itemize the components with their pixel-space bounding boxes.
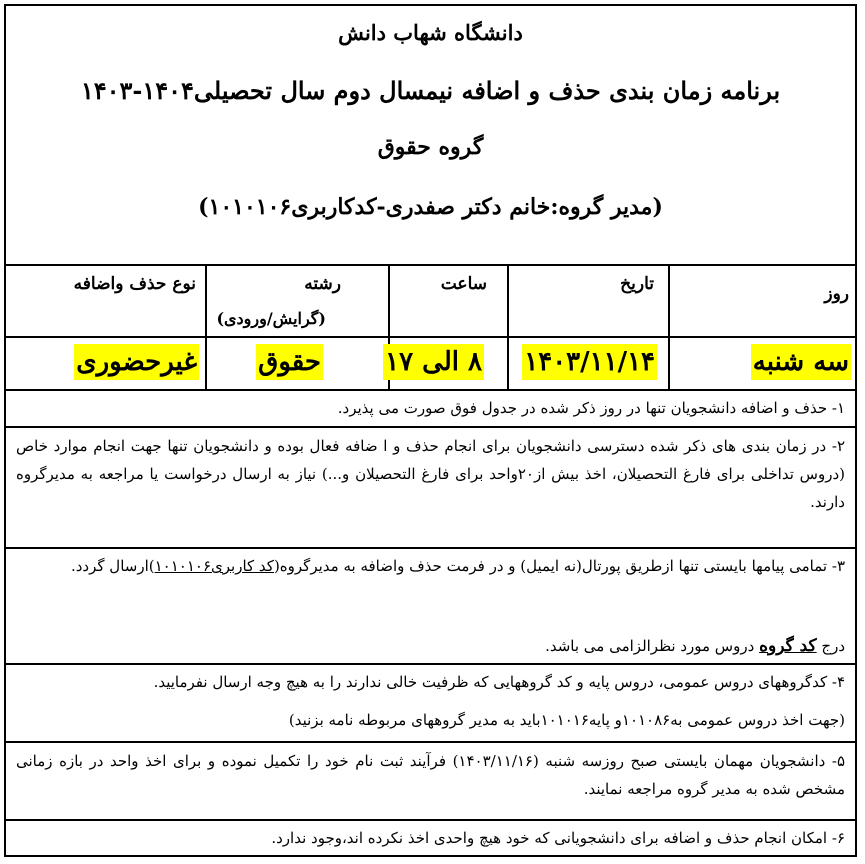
header-time: ساعت	[440, 274, 487, 294]
field-value: حقوق	[256, 344, 323, 380]
note-6: ۶- امکان انجام حذف و اضافه برای دانشجویانی که خود هیچ واحدی اخذ نکرده اند،وجود ندارد.	[271, 829, 845, 847]
note-3-code: کد کاربری۱۰۱۰۱۰۶	[154, 557, 274, 575]
note-5: ۵- دانشجویان مهمان بایستی صبح روزسه شنبه (۱۴۰۳/۱۱/۱۶) فرآیند ثبت نام خود را تکمیل نموده و برای اخذ واحد در بازه زمانی مشخص شده به مدیر گروه مراجعه نمایند.	[16, 752, 845, 798]
cell-date	[522, 344, 657, 380]
cell-type	[74, 344, 199, 380]
cell-day	[751, 344, 851, 380]
time-value: ۸ الی ۱۷	[383, 344, 484, 380]
cell-time	[383, 344, 484, 380]
divider	[6, 741, 855, 743]
divider	[6, 389, 855, 391]
day-value: سه شنبه	[751, 344, 851, 380]
column-divider	[205, 264, 207, 389]
note-2: ۲- در زمان بندی های ذکر شده دسترسی دانشجویان برای انجام حذف و ا ضافه فعال بوده و دانشجویان تنها جهت انجام موارد خاص (دروس تداخلی برای فارغ التحصیلان، اخذ بیش از۲۰واحد برای فارغ التحصیلان و...) نیاز به ارسال درخواست یا مراجعه به مدیرگروه دارند.	[16, 437, 846, 511]
note-3c-group-code: کد گروه	[759, 636, 817, 656]
date-value: ۱۴۰۳/۱۱/۱۴	[522, 344, 657, 380]
note-3-text: ۳- تمامی پیامها بایستی تنها ازطریق پورتال(نه ایمیل) و در فرمت حذف واضافه به مدیرگروه(	[273, 557, 845, 575]
schedule-sheet	[4, 4, 857, 857]
divider	[6, 819, 855, 821]
header-date: تاریخ	[620, 274, 654, 294]
header-field-sub: (گرایش/ورودی)	[216, 309, 326, 328]
program-title: برنامه زمان بندی حذف و اضافه نیمسال دوم سال تحصیلی۱۴۰۴-۱۴۰۳	[80, 76, 781, 105]
note-3	[16, 552, 845, 580]
column-divider	[507, 264, 509, 389]
divider	[6, 336, 855, 338]
university-title: دانشگاه شهاب دانش	[338, 20, 523, 45]
header-type: نوع حذف واضافه	[73, 274, 196, 294]
divider	[6, 426, 855, 428]
header-day: روز	[824, 284, 849, 304]
note-4: ۴- کدگروههای دروس عمومی، دروس پایه و کد گروههایی که ظرفیت خالی ندارند را به هیچ وجه ارسال نفرمایید.	[153, 673, 845, 691]
note-1: ۱- حذف و اضافه دانشجویان تنها در روز ذکر شده در جدول فوق صورت می پذیرد.	[337, 399, 845, 417]
note-4-detail: (جهت اخذ دروس عمومی به۱۰۱۰۸۶و پایه۱۰۱۰۱۶باید به مدیر گروههای مربوطه نامه بزنید)	[288, 711, 845, 729]
note-3c-prefix: درج	[821, 637, 845, 655]
note-3-group-code	[16, 632, 845, 660]
divider	[6, 663, 855, 665]
divider	[6, 547, 855, 549]
note-3c-suffix: دروس مورد نظرالزامی می باشد.	[545, 637, 755, 655]
type-value: غیرحضوری	[74, 344, 199, 380]
divider	[6, 264, 855, 266]
cell-field	[256, 344, 323, 380]
manager-info: (مدیر گروه:خانم دکتر صفدری-کدکاربری۱۰۱۰۱۰۶)	[198, 194, 663, 220]
note-3-end: )ارسال گردد.	[70, 557, 155, 575]
header-field: رشته	[304, 274, 341, 294]
column-divider	[668, 264, 670, 389]
department-title: گروه حقوق	[377, 134, 484, 160]
